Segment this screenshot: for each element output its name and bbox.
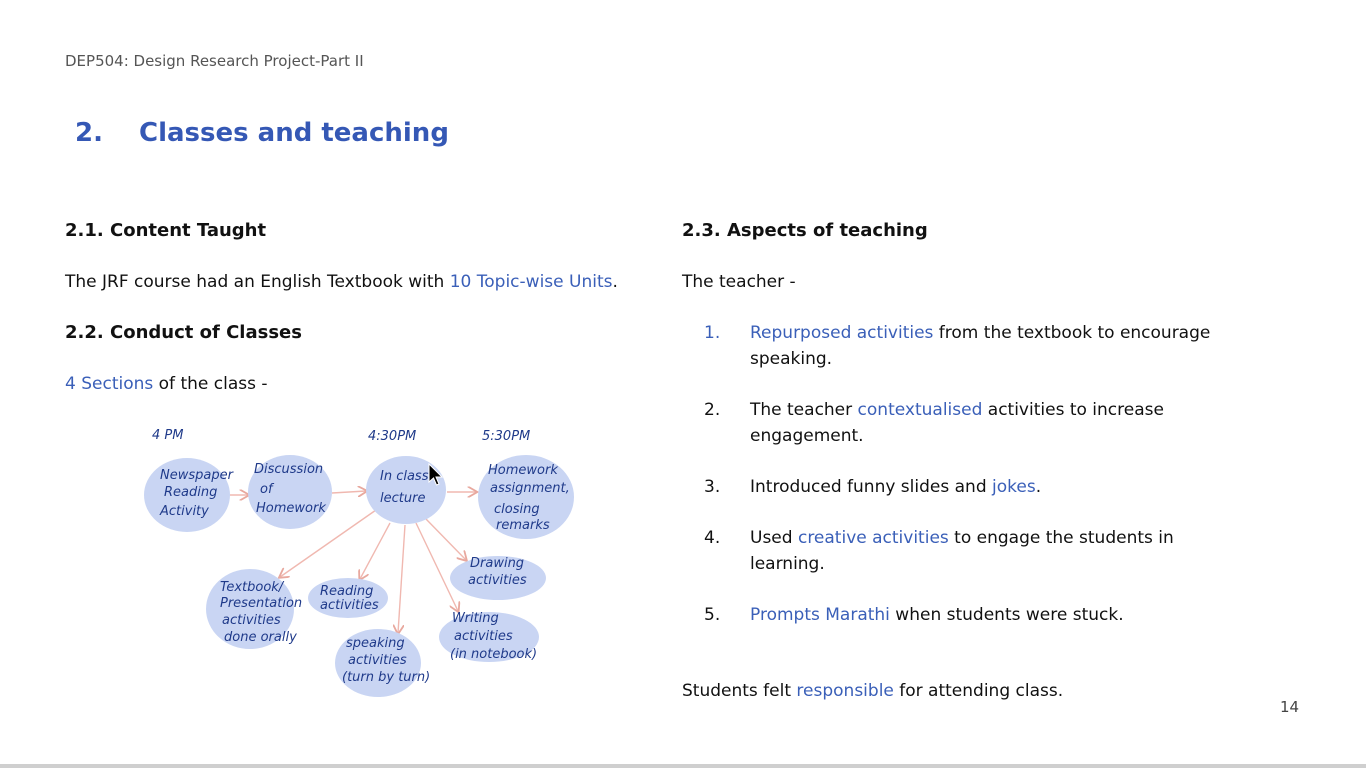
- svg-text:of: of: [260, 482, 273, 497]
- page-number: 14: [1280, 698, 1300, 716]
- list-item: 2. The teacher contextualised activities to increase engagement.: [704, 400, 1164, 446]
- conduct-text-after: of the class -: [153, 374, 268, 394]
- svg-text:Reading: Reading: [320, 584, 374, 599]
- page-title: [75, 118, 449, 148]
- svg-text:activities: activities: [454, 629, 513, 644]
- aspects-heading: 2.3. Aspects of teaching: [682, 220, 928, 241]
- content-taught-text: [65, 269, 618, 295]
- svg-text:Homework: Homework: [488, 463, 558, 478]
- svg-text:done orally: done orally: [224, 630, 297, 645]
- svg-text:(in notebook): (in notebook): [450, 647, 538, 662]
- svg-text:Activity: Activity: [160, 504, 209, 519]
- svg-text:Writing: Writing: [452, 611, 499, 626]
- conduct-text: [65, 371, 268, 397]
- svg-text:closing: closing: [494, 502, 540, 517]
- section-title-text: Classes and teaching: [139, 118, 449, 148]
- svg-text:Homework: Homework: [256, 501, 326, 516]
- course-title: DEP504: Design Research Project-Part II: [65, 52, 364, 70]
- closing-statement: Students felt responsible for attending class.: [682, 681, 1064, 701]
- topic-units-highlight: 10 Topic-wise Units: [449, 272, 613, 292]
- svg-text:(turn by turn): (turn by turn): [342, 670, 431, 685]
- svg-text:activities: activities: [468, 573, 527, 588]
- conduct-heading: 2.2. Conduct of Classes: [65, 322, 302, 343]
- svg-text:Discussion: Discussion: [254, 462, 324, 477]
- time-530pm: 5:30PM: [482, 429, 531, 444]
- aspects-list: [700, 320, 1240, 653]
- list-item: 3. Introduced funny slides and jokes.: [704, 477, 1042, 497]
- svg-text:Newspaper: Newspaper: [160, 468, 233, 483]
- class-flow-sketch: [140, 415, 610, 705]
- svg-text:speaking: speaking: [346, 636, 405, 651]
- mouse-cursor-icon: [428, 463, 444, 487]
- svg-text:activities: activities: [222, 613, 281, 628]
- time-4pm: 4 PM: [152, 428, 184, 443]
- svg-text:activities: activities: [320, 598, 379, 613]
- list-item: 5. Prompts Marathi when students were stuck.: [704, 605, 1124, 625]
- svg-text:activities: activities: [348, 653, 407, 668]
- content-text-before: The JRF course had an English Textbook with: [65, 272, 450, 292]
- time-430pm: 4:30PM: [368, 429, 417, 444]
- section-number: 2.: [75, 118, 103, 148]
- list-item: 4. Used creative activities to engage the students in learning.: [704, 528, 1174, 574]
- sections-highlight: 4 Sections: [65, 374, 154, 394]
- svg-text:assignment,: assignment,: [490, 481, 570, 496]
- svg-text:In class: In class: [380, 469, 429, 484]
- svg-text:Textbook/: Textbook/: [220, 580, 284, 595]
- svg-text:remarks: remarks: [496, 518, 550, 533]
- content-text-after: .: [612, 272, 618, 292]
- svg-text:Presentation: Presentation: [220, 596, 303, 611]
- node-reading: [320, 584, 379, 613]
- aspects-intro: The teacher -: [682, 272, 796, 292]
- svg-text:Reading: Reading: [164, 485, 218, 500]
- bottom-divider: [0, 764, 1366, 768]
- svg-text:Drawing: Drawing: [470, 556, 525, 571]
- svg-text:lecture: lecture: [380, 491, 426, 506]
- list-item: 1. Repurposed activities from the textbook to encourage speaking.: [704, 323, 1211, 369]
- content-taught-heading: 2.1. Content Taught: [65, 220, 267, 241]
